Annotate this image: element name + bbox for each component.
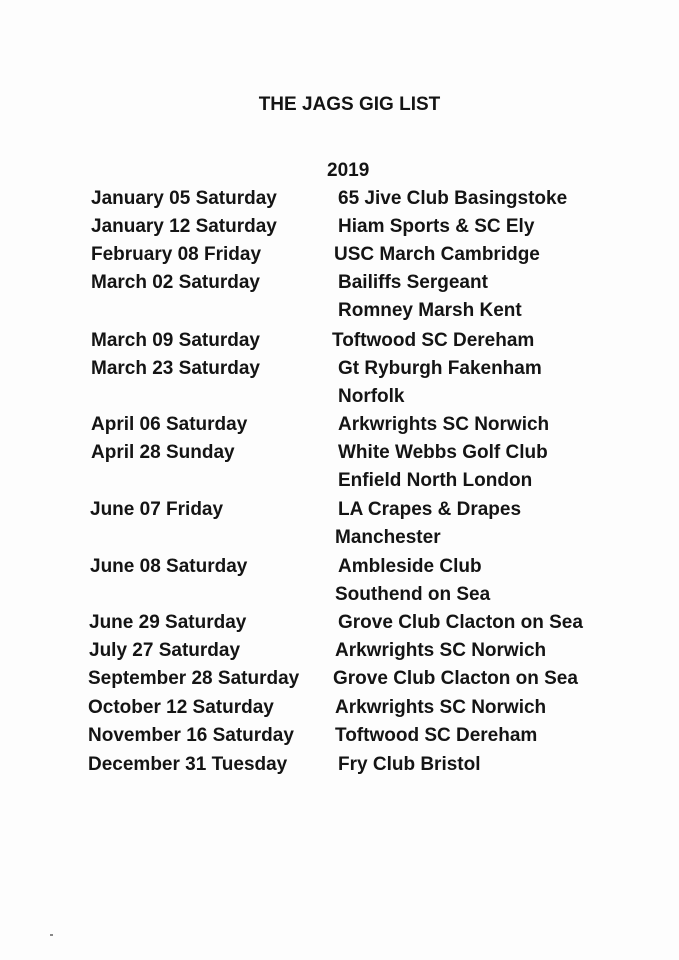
gig-entry	[0, 358, 679, 407]
gig-venue-line2: Southend on Sea	[335, 584, 491, 605]
gig-date: February 08 Friday	[91, 244, 262, 265]
gig-venue: Grove Club Clacton on Sea	[333, 668, 578, 689]
gig-venue: Gt Ryburgh Fakenham	[338, 358, 542, 379]
gig-entry	[0, 754, 679, 782]
gig-entry	[0, 188, 679, 216]
gig-entry	[0, 725, 679, 753]
gig-date: July 27 Saturday	[89, 640, 241, 661]
gig-venue: Hiam Sports & SC Ely	[338, 216, 535, 237]
gig-entry	[0, 442, 679, 491]
gig-date: March 09 Saturday	[91, 330, 260, 351]
gig-date: January 12 Saturday	[91, 216, 277, 237]
gig-date: June 29 Saturday	[89, 612, 247, 633]
gig-entry	[0, 556, 679, 605]
gig-date: April 28 Sunday	[91, 442, 235, 463]
gig-date: June 07 Friday	[90, 499, 224, 520]
gig-entry	[0, 330, 679, 358]
gig-entry	[0, 414, 679, 442]
gig-venue-line2: Romney Marsh Kent	[338, 300, 522, 321]
gig-venue: Bailiffs Sergeant	[338, 272, 488, 293]
gig-date: January 05 Saturday	[91, 188, 277, 209]
year-heading: 2019	[327, 160, 370, 181]
gig-venue: 65 Jive Club Basingstoke	[338, 188, 568, 209]
gig-date: October 12 Saturday	[88, 697, 274, 718]
gig-date: September 28 Saturday	[88, 668, 300, 689]
gig-venue: Arkwrights SC Norwich	[335, 640, 547, 661]
gig-date: December 31 Tuesday	[88, 754, 288, 775]
page-title: THE JAGS GIG LIST	[258, 94, 441, 115]
gig-venue: Fry Club Bristol	[338, 754, 481, 775]
gig-venue: Arkwrights SC Norwich	[338, 414, 550, 435]
paper-speck	[50, 934, 53, 936]
gig-venue: Toftwood SC Dereham	[335, 725, 538, 746]
gig-entry	[0, 640, 679, 668]
gig-entry	[0, 499, 679, 548]
gig-venue: Toftwood SC Dereham	[332, 330, 535, 351]
gig-entry	[0, 612, 679, 640]
gig-date: November 16 Saturday	[88, 725, 294, 746]
gig-venue: Ambleside Club	[338, 556, 482, 577]
gig-venue: Grove Club Clacton on Sea	[338, 612, 583, 633]
gig-date: June 08 Saturday	[90, 556, 248, 577]
gig-venue: USC March Cambridge	[334, 244, 540, 265]
gig-entry	[0, 244, 679, 272]
gig-venue: White Webbs Golf Club	[338, 442, 548, 463]
gig-venue-line2: Enfield North London	[338, 470, 533, 491]
gig-entry	[0, 668, 679, 696]
gig-date: March 02 Saturday	[91, 272, 260, 293]
gig-date: April 06 Saturday	[91, 414, 248, 435]
gig-date: March 23 Saturday	[91, 358, 260, 379]
gig-entry	[0, 216, 679, 244]
gig-venue-line2: Norfolk	[338, 386, 405, 407]
gig-venue: Arkwrights SC Norwich	[335, 697, 547, 718]
gig-venue-line2: Manchester	[335, 527, 441, 548]
gig-entry	[0, 697, 679, 725]
gig-venue: LA Crapes & Drapes	[338, 499, 522, 520]
gig-entry	[0, 272, 679, 321]
